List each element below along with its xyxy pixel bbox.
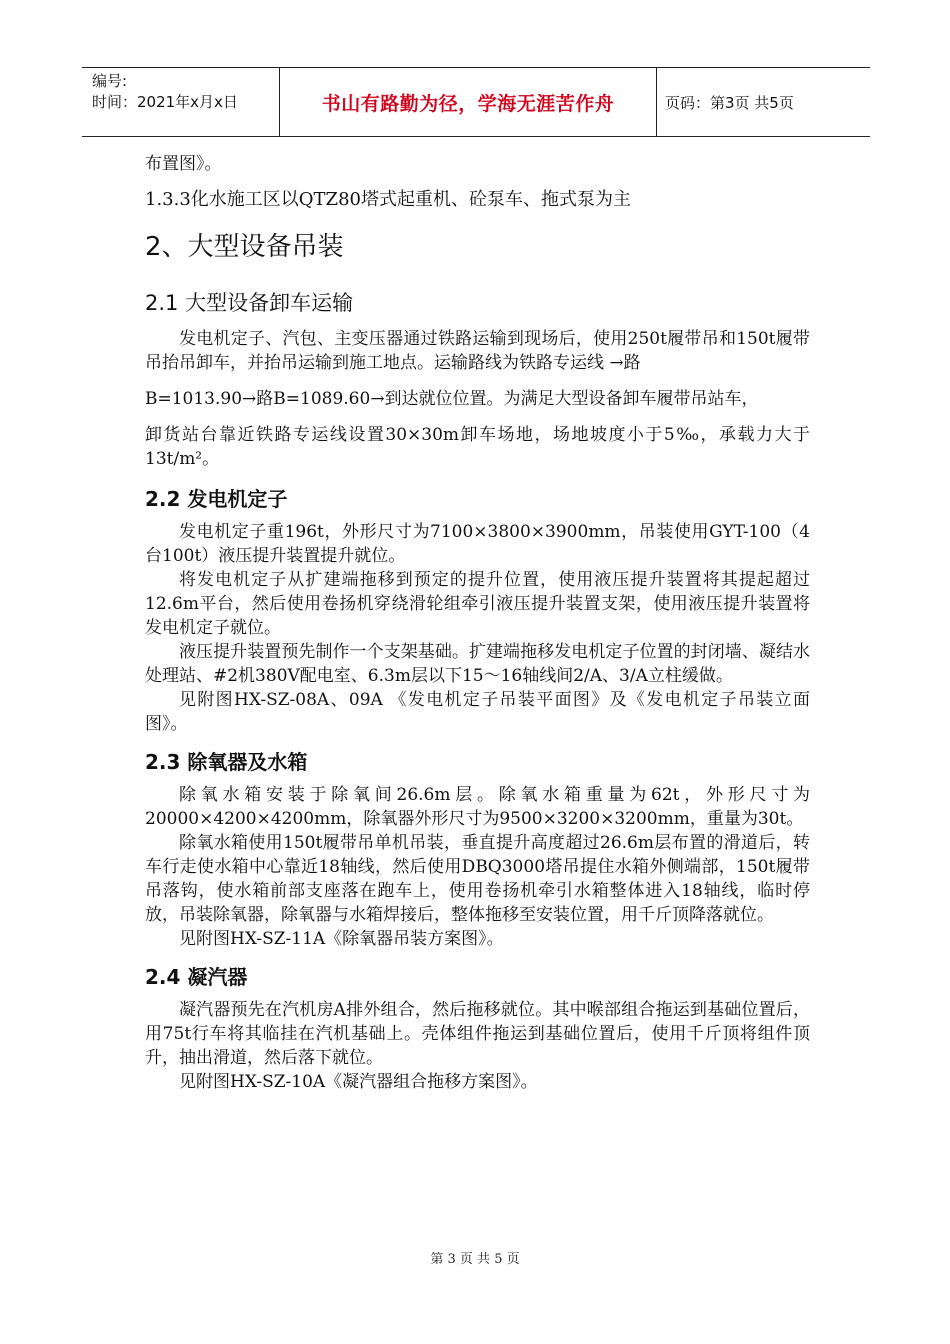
subsection-heading: 2.2 发电机定子	[145, 487, 288, 511]
section-heading: 2、大型设备吊装	[145, 232, 344, 262]
paragraph: 布置图》。	[145, 154, 222, 174]
subsection-heading: 2.1 大型设备卸车运输	[145, 291, 354, 315]
paragraph: 除氧水箱使用150t履带吊单机吊装，垂直提升高度超过26.6m层布置的滑道后，转车行走使水箱中心靠近18轴线，然后使用DBQ3000塔吊提住水箱外侧端部，150t履带吊落钩，使水箱前部支座落在跑车上，使用卷扬机牵引水箱整体进入18轴线，临时停放，吊装除氧器，除氧器与水箱焊接后，整体拖移至安装位置，用千斤顶降落就位。	[145, 833, 810, 925]
paragraph: 液压提升装置预先制作一个支架基础。扩建端拖移发电机定子位置的封闭墙、凝结水处理站、#2机380V配电室、6.3m层以下15～16轴线间2/A、3/A立柱缓做。	[145, 642, 810, 686]
header-meta	[82, 68, 280, 136]
header-motto: 书山有路勤为径，学海无涯苦作舟	[280, 68, 657, 136]
time-label: 时间：2021年x月x日	[92, 93, 238, 111]
paragraph: 见附图HX-SZ-11A《除氧器吊装方案图》。	[179, 929, 504, 949]
page-header	[82, 67, 870, 137]
paragraph: 发电机定子重196t，外形尺寸为7100×3800×3900mm，吊装使用GYT-100（4台100t）液压提升装置提升就位。	[145, 522, 810, 566]
paragraph: 发电机定子、汽包、主变压器通过铁路运输到现场后，使用250t履带吊和150t履带吊抬吊卸车，并抬吊运输到施工地点。运输路线为铁路专运线 →路	[145, 329, 810, 373]
paragraph: B=1013.90→路B=1089.60→到达就位位置。为满足大型设备卸车履带吊站车，	[145, 389, 759, 409]
header-page-info: 页码：第3页 共5页	[665, 93, 794, 112]
number-label: 编号:	[92, 72, 128, 90]
paragraph: 除氧水箱安装于除氧间26.6m层。除氧水箱重量为62t，外形尺寸为20000×4200×4200mm，除氧器外形尺寸为9500×3200×3200mm，重量为30t。	[145, 785, 810, 829]
paragraph: 将发电机定子从扩建端拖移到预定的提升位置，使用液压提升装置将其提起超过12.6m平台，然后使用卷扬机穿绕滑轮组牵引液压提升装置支架，使用液压提升装置将发电机定子就位。	[145, 570, 810, 638]
page-footer: 第 3 页 共 5 页	[430, 1252, 520, 1267]
paragraph: 见附图HX-SZ-08A、09A 《发电机定子吊装平面图》及《发电机定子吊装立面图》。	[145, 690, 810, 734]
subsection-heading: 2.4 凝汽器	[145, 965, 248, 989]
paragraph: 凝汽器预先在汽机房A排外组合，然后拖移就位。其中喉部组合拖运到基础位置后，用75t行车将其临挂在汽机基础上。壳体组件拖运到基础位置后，使用千斤顶将组件顶升，抽出滑道，然后落下就位。	[145, 1000, 810, 1068]
document-body	[145, 152, 810, 1094]
paragraph: 见附图HX-SZ-10A《凝汽器组合拖移方案图》。	[179, 1072, 538, 1092]
subsection-heading: 2.3 除氧器及水箱	[145, 750, 308, 774]
paragraph: 卸货站台靠近铁路专运线设置30×30m卸车场地，场地坡度小于5‰，承载力大于13t/m²。	[145, 425, 810, 469]
paragraph: 1.3.3化水施工区以QTZ80塔式起重机、砼泵车、拖式泵为主	[145, 189, 631, 210]
